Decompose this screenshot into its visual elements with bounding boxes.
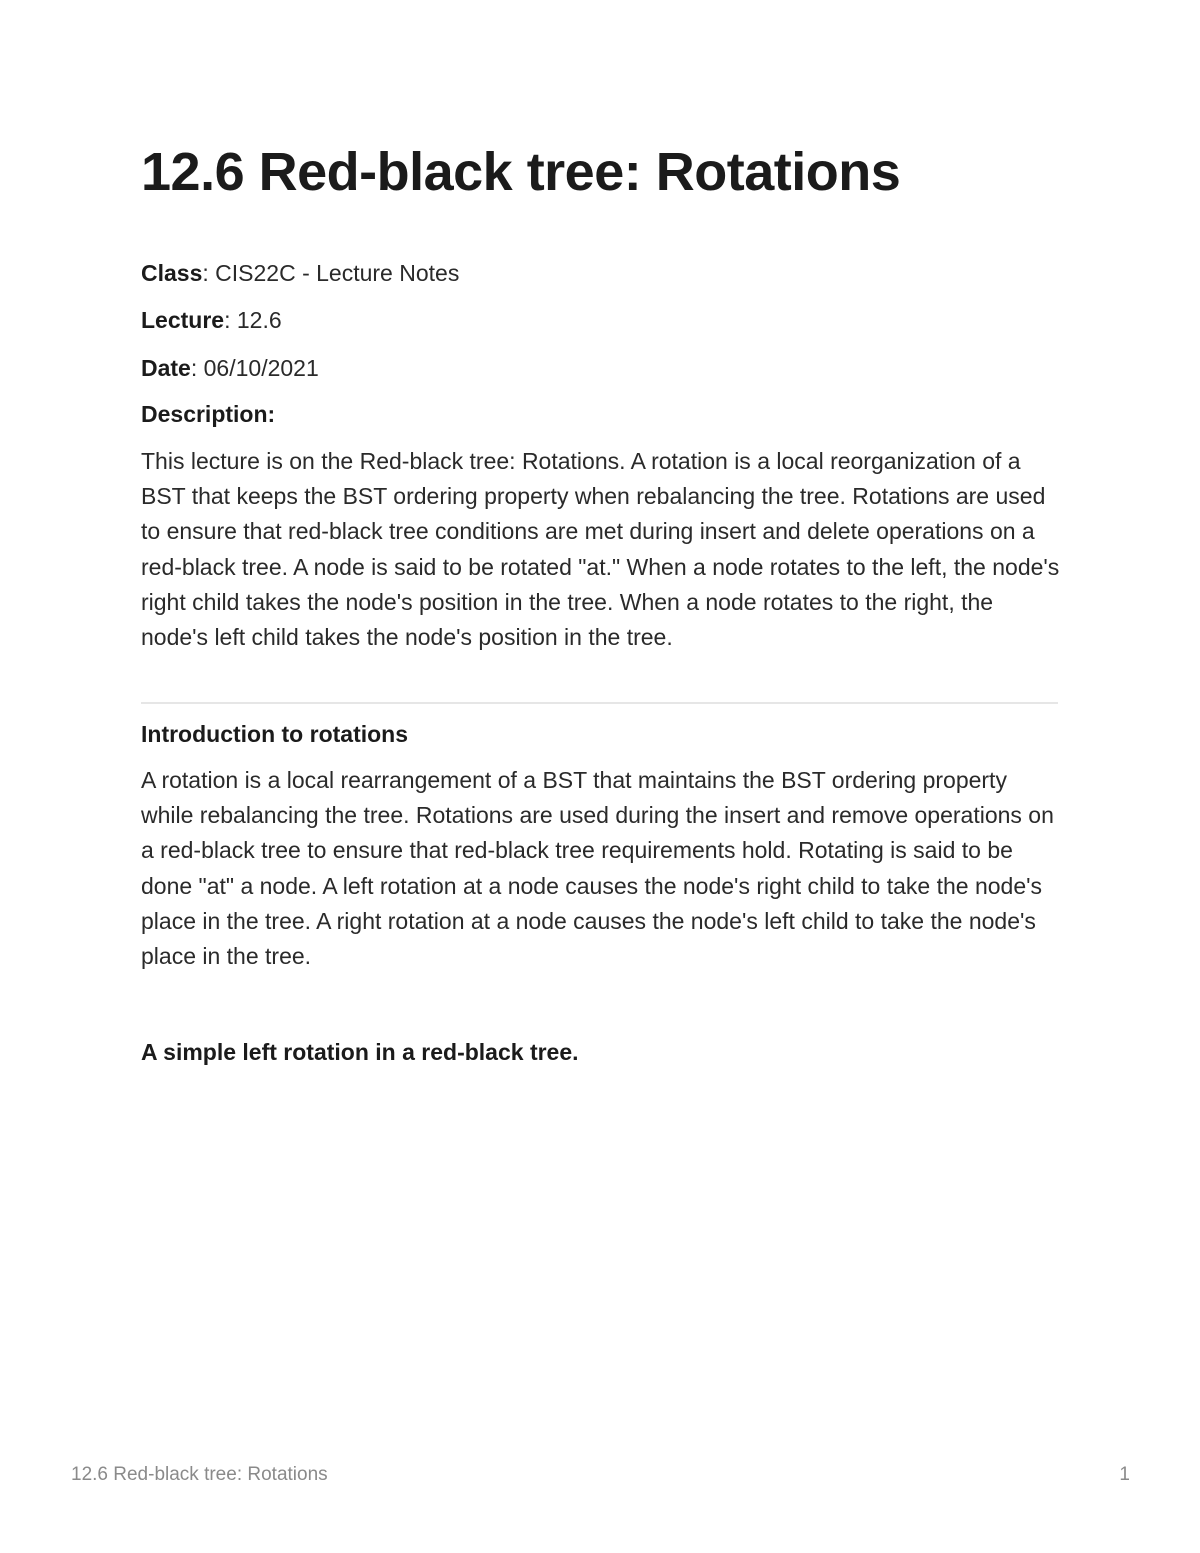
section-heading: Introduction to rotations: [141, 721, 409, 747]
meta-date: [141, 353, 319, 383]
meta-lecture-label: Lecture: [141, 307, 225, 333]
figure-caption: A simple left rotation in a red-black tree.: [141, 1039, 579, 1065]
description-paragraph: This lecture is on the Red-black tree: Rotations. A rotation is a local reorganization of a BST that keeps the BST ordering property when rebalancing the tree. Rotations are used to ensure that red-black tree conditions are met during insert and delete operations on a red-black tree. A node is said to be rotated "at." When a node rotates to the left, the node's right child takes the node's position in the tree. When a node rotates to the right, the node's left child takes the node's position in the tree.: [141, 448, 1060, 651]
meta-class-label: Class: [141, 260, 203, 286]
meta-date-label: Date: [141, 355, 191, 381]
section-paragraph: A rotation is a local rearrangement of a BST that maintains the BST ordering property while rebalancing the tree. Rotations are used during the insert and remove operations on a red-black tree to ensure that red-black tree requirements hold. Rotating is said to be done "at" a node. A left rotation at a node causes the node's right child to take the node's place in the tree. A right rotation at a node causes the node's left child to take the node's place in the tree.: [141, 767, 1054, 970]
meta-lecture: [141, 305, 282, 335]
meta-date-value: : 06/10/2021: [190, 355, 319, 381]
meta-class-value: : CIS22C - Lecture Notes: [202, 260, 460, 286]
section-divider: [141, 702, 1058, 704]
footer-page-number: 1: [1119, 1464, 1130, 1485]
meta-description: [141, 399, 275, 429]
meta-lecture-value: : 12.6: [224, 307, 282, 333]
meta-description-label: Description: [141, 401, 268, 427]
meta-description-colon: :: [267, 401, 276, 427]
footer-title: 12.6 Red-black tree: Rotations: [71, 1464, 328, 1485]
meta-class: [141, 258, 459, 288]
page-title: 12.6 Red-black tree: Rotations: [141, 142, 901, 202]
